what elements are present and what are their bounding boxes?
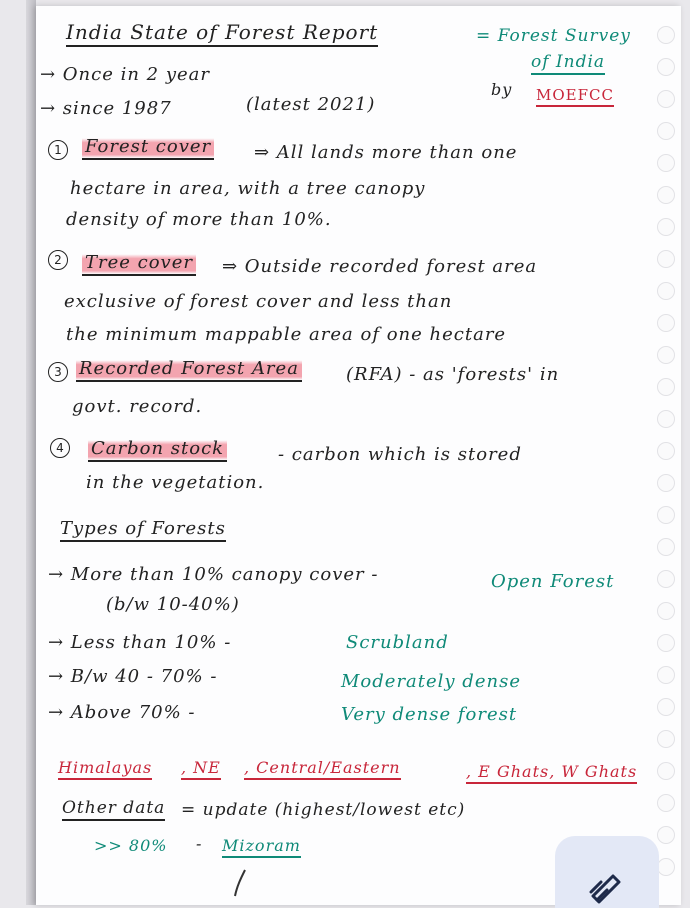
hole [657, 506, 675, 524]
type-name: Open Forest [491, 571, 615, 592]
hole [657, 314, 675, 332]
hole [657, 378, 675, 396]
hole [657, 474, 675, 492]
definition-line: govt. record. [72, 396, 203, 417]
type-subrange: (b/w 10-40%) [106, 594, 240, 615]
hole [657, 826, 675, 844]
definition-line: (RFA) - as 'forests' in [346, 364, 560, 385]
hole [657, 538, 675, 556]
region-ghats: , E Ghats, W Ghats [466, 762, 637, 784]
type-criteria: → Above 70% - [48, 702, 196, 723]
hole [657, 218, 675, 236]
definition-line: hectare in area, with a tree canopy [70, 178, 426, 199]
hole [657, 154, 675, 172]
other-data-label: Other data [62, 798, 165, 821]
frequency-line: → Once in 2 year [40, 64, 211, 85]
hole [657, 26, 675, 44]
hole [657, 634, 675, 652]
page-title: India State of Forest Report [66, 20, 378, 47]
definition-line: density of more than 10%. [66, 209, 332, 230]
hole [657, 58, 675, 76]
hole [657, 794, 675, 812]
by-label: by [491, 80, 513, 99]
type-name: Scrubland [346, 632, 449, 653]
hole [657, 410, 675, 428]
number-badge: 4 [50, 438, 70, 458]
mizoram-percentage: >> 80% [94, 836, 168, 855]
ministry-name: MOEFCC [536, 86, 614, 107]
definition-line: the minimum mappable area of one hectare [66, 324, 507, 345]
latest-note: (latest 2021) [246, 94, 376, 115]
type-criteria: → B/w 40 - 70% - [48, 666, 218, 687]
page-edge [26, 0, 36, 905]
term-tree-cover: Tree cover [82, 252, 196, 276]
publisher-line1: = Forest Survey [476, 26, 631, 46]
types-heading: Types of Forests [60, 518, 226, 542]
since-line: → since 1987 [40, 98, 172, 119]
hole [657, 442, 675, 460]
term-recorded-forest-area: Recorded Forest Area [76, 358, 302, 382]
hole [657, 762, 675, 780]
definition-line: - carbon which is stored [278, 444, 522, 465]
type-criteria: → More than 10% canopy cover - [48, 564, 379, 585]
other-data-desc: = update (highest/lowest etc) [181, 800, 466, 820]
region-central-eastern: , Central/Eastern [244, 758, 401, 780]
type-criteria: → Less than 10% - [48, 632, 232, 653]
type-name: Very dense forest [341, 704, 518, 725]
number-badge: 2 [48, 250, 68, 270]
definition-line: exclusive of forest cover and less than [64, 291, 453, 312]
hole [657, 282, 675, 300]
definition-line: ⇒ All lands more than one [254, 142, 518, 163]
definition-line: ⇒ Outside recorded forest area [222, 256, 538, 277]
hole [657, 570, 675, 588]
hole [657, 90, 675, 108]
publisher-line2: of India [531, 52, 605, 75]
pen-stroke-mark [231, 868, 251, 898]
term-forest-cover: Forest cover [82, 136, 214, 160]
number-badge: 3 [48, 362, 68, 382]
definition-line: in the vegetation. [86, 472, 265, 493]
spiral-holes [645, 6, 679, 905]
edit-fab-button[interactable] [555, 836, 659, 908]
hole [657, 250, 675, 268]
hole [657, 346, 675, 364]
mizoram-state: Mizoram [222, 836, 301, 858]
hole [657, 730, 675, 748]
hole [657, 698, 675, 716]
hole [657, 122, 675, 140]
pen-edit-icon [587, 866, 627, 906]
hole [657, 602, 675, 620]
notebook-page [36, 6, 681, 905]
mizoram-separator: - [196, 834, 203, 853]
hole [657, 186, 675, 204]
region-himalayas: Himalayas [58, 758, 152, 780]
term-carbon-stock: Carbon stock [88, 438, 227, 462]
type-name: Moderately dense [341, 671, 521, 692]
number-badge: 1 [48, 140, 68, 160]
hole [657, 666, 675, 684]
region-ne: , NE [181, 758, 221, 780]
hole [657, 858, 675, 876]
